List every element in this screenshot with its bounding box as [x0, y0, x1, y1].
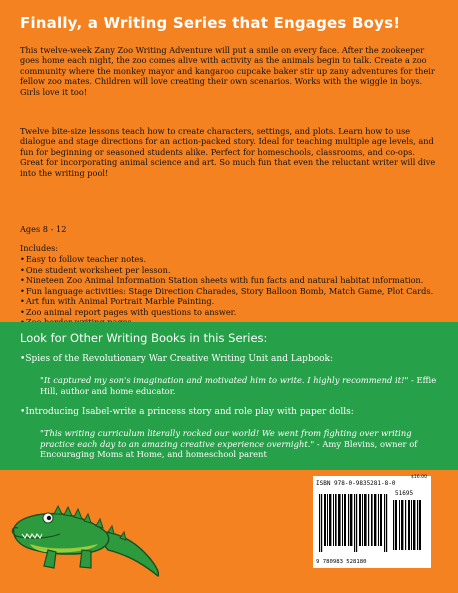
description-paragraph-1: This twelve-week Zany Zoo Writing Adventure will put a smile on every face. After the zookeeper goes home each night, the zoo comes alive with activity as the animals begin to talk. Create a zoo community where the monkey mayor and kangaroo cupcake baker stir up zany adventures for their fellow zoo mates. Children will love creating their own scenarios. Works with the wiggle in boys. Girls love it too!	[20, 45, 435, 97]
barcode-addon-digits: 51695	[395, 490, 414, 497]
includes-item: • Fun language activities: Stage Direction Charades, Story Balloon Bomb, Match Game, Plot Cards.	[20, 286, 440, 297]
addon-bars	[393, 500, 421, 550]
includes-list	[20, 254, 440, 328]
description-paragraph-2: Twelve bite-size lessons teach how to create characters, settings, and plots. Learn how to use dialogue and stage directions for an action-packed story. Ideal for teaching multiple age levels, and fun for beginning or seasoned students alike. Perfect for homeschools, classrooms, and co-ops. Great for incorporating animal science and art. So much fun that even the reluctant writer will dive into the writing pool!	[20, 126, 436, 178]
includes-item: • One student worksheet per lesson.	[20, 265, 440, 276]
testimonial-attribution: - Amy Blevins, owner of Encouraging Moms at Home, and homeschool parent	[40, 438, 418, 460]
testimonial-attribution: - Effie Hill, author and home educator.	[40, 375, 437, 396]
includes-item: • Zoo animal report pages with questions to answer.	[20, 307, 440, 318]
barcode-block	[313, 476, 431, 568]
alligator-back-leg	[80, 550, 91, 568]
alligator-body	[14, 514, 109, 554]
series-book-testimonial	[40, 428, 445, 460]
testimonial-quote: "It captured my son's imagination and motivated him to write. I highly recommend it!"	[40, 375, 409, 385]
price-label: $16.00	[410, 475, 427, 480]
alligator-pupil	[47, 516, 51, 520]
barcode-digits: 9 780983 528180	[316, 559, 367, 565]
includes-item: • Art fun with Animal Portrait Marble Painting.	[20, 296, 440, 307]
isbn-label: ISBN 978-0-9835281-8-0	[316, 480, 396, 487]
ean-bars	[319, 494, 387, 552]
series-book-testimonial	[40, 375, 445, 396]
alligator-illustration	[8, 484, 168, 580]
includes-label: Includes:	[20, 243, 59, 253]
headline: Finally, a Writing Series that Engages Boys!	[20, 14, 401, 32]
includes-item: • Easy to follow teacher notes.	[20, 254, 440, 265]
testimonial-quote: "This writing curriculum literally rocked our world! We went from fighting over writing practice each day to an amazing creative experience overnight."	[40, 428, 412, 449]
series-book-title: • Introducing Isabel-write a princess story and role play with paper dolls:	[20, 407, 450, 418]
series-title: Look for Other Writing Books in this Series:	[20, 331, 268, 345]
includes-item: • Nineteen Zoo Animal Information Station sheets with fun facts and natural habitat information.	[20, 275, 440, 286]
age-range: Ages 8 - 12	[20, 224, 67, 234]
barcode-bars	[319, 490, 425, 552]
series-book-title: • Spies of the Revolutionary War Creative Writing Unit and Lapbook:	[20, 354, 450, 365]
